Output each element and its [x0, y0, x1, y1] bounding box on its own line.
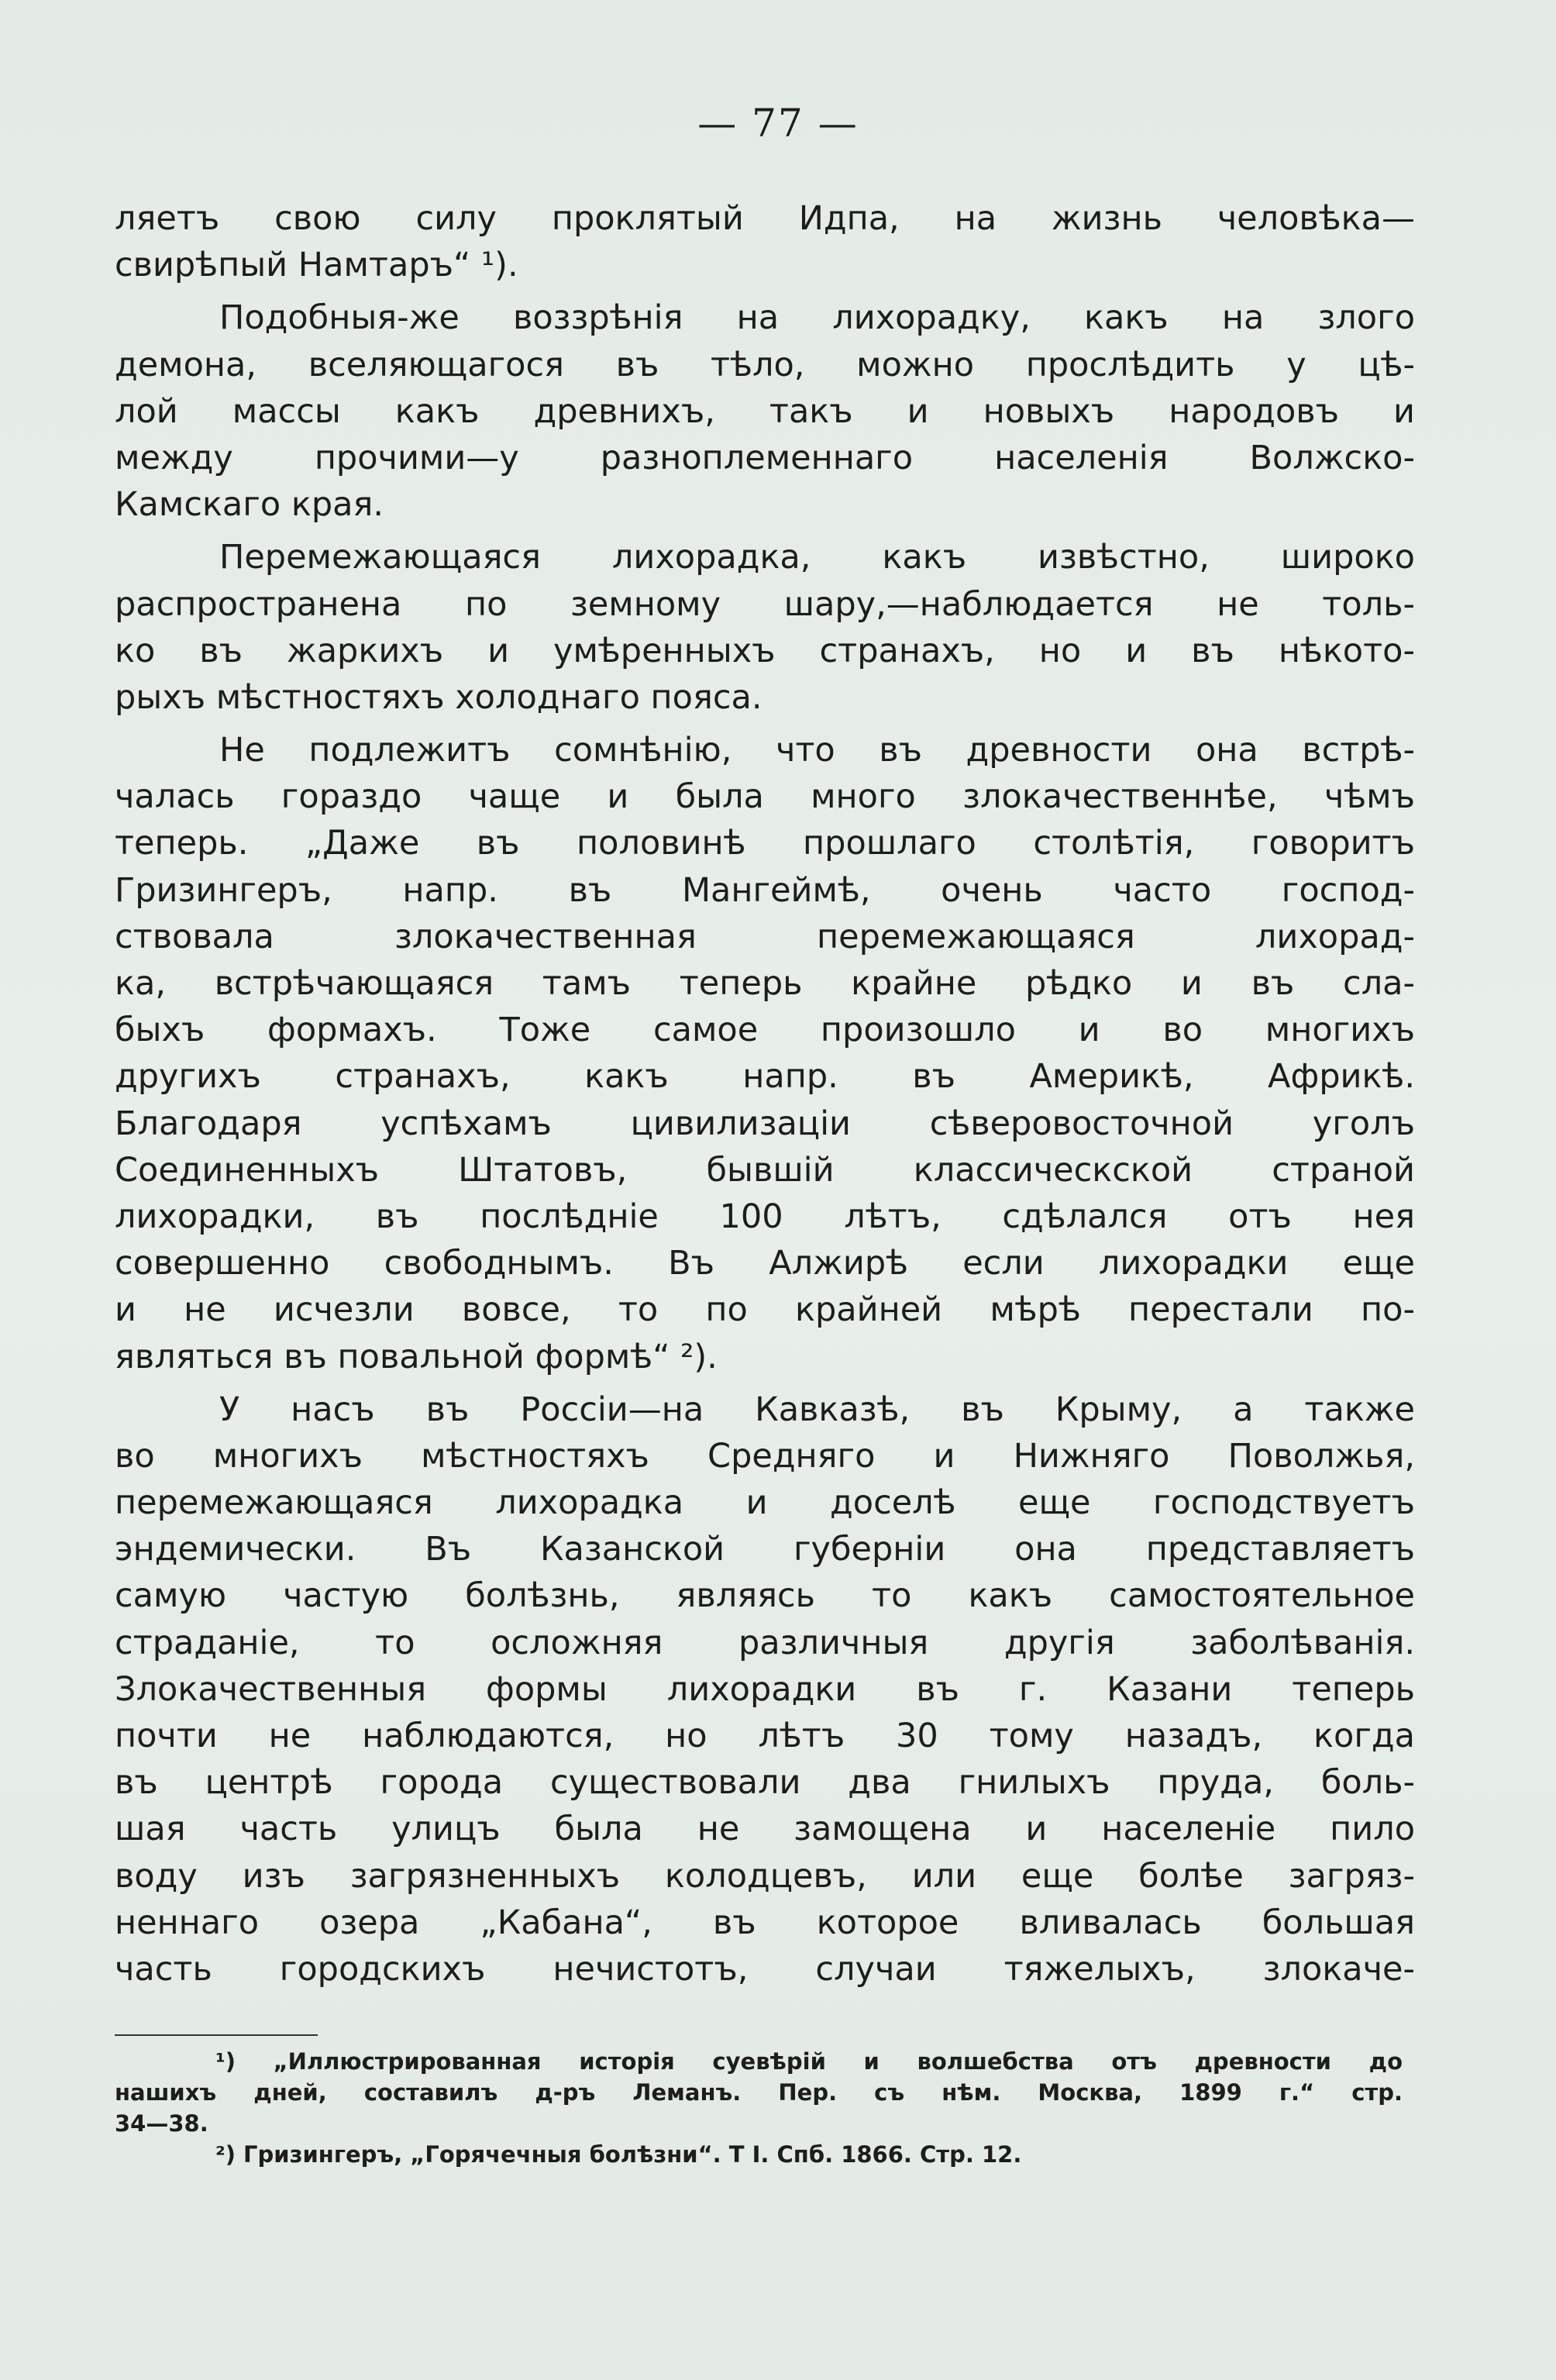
- footnote-line: ¹) „Иллюстрированная исторія суевѣрій и волшебства отъ древности до: [215, 2048, 1403, 2075]
- text-line: демона, вселяющагося въ тѣло, можно прослѣдить у цѣ-: [115, 345, 1415, 384]
- text-line: У насъ въ Россіи—на Кавказѣ, въ Крыму, а также: [219, 1390, 1415, 1429]
- text-line: воду изъ загрязненныхъ колодцевъ, или еще болѣе загряз-: [115, 1856, 1415, 1896]
- footnote-line: ²) Гризингеръ, „Горячечныя болѣзни“. Т I. Спб. 1866. Стр. 12.: [215, 2141, 1022, 2168]
- text-line: другихъ странахъ, какъ напр. въ Америкѣ, Африкѣ.: [115, 1057, 1415, 1097]
- text-line: Не подлежитъ сомнѣнію, что въ древности она встрѣ-: [219, 731, 1415, 770]
- text-line: лихорадки, въ послѣдніе 100 лѣтъ, сдѣлался отъ нея: [115, 1197, 1415, 1236]
- text-line: быхъ формахъ. Тоже самое произошло и во многихъ: [115, 1011, 1415, 1050]
- text-line: перемежающаяся лихорадка и доселѣ еще господствуетъ: [115, 1483, 1415, 1523]
- text-line: ствовала злокачественная перемежающаяся лихорад-: [115, 917, 1415, 956]
- text-line: часть городскихъ нечистотъ, случаи тяжелыхъ, злокаче-: [115, 1949, 1415, 1989]
- text-line: шая часть улицъ была не замощена и населеніе пило: [115, 1810, 1415, 1849]
- text-line: эндемически. Въ Казанской губерніи она представляетъ: [115, 1530, 1415, 1569]
- body-text: [115, 195, 1415, 1993]
- text-line: лой массы какъ древнихъ, такъ и новыхъ народовъ и: [115, 391, 1415, 431]
- text-line: въ центрѣ города существовали два гнилыхъ пруда, боль-: [115, 1763, 1415, 1803]
- text-line: Камскаго края.: [115, 485, 384, 525]
- text-line: свирѣпый Намтаръ“ ¹).: [115, 246, 518, 285]
- text-line: Соединенныхъ Штатовъ, бывшій классическской страной: [115, 1150, 1415, 1190]
- page-number: — 77 —: [697, 101, 859, 146]
- text-line: почти не наблюдаются, но лѣтъ 30 тому назадъ, когда: [115, 1717, 1415, 1755]
- text-line: ляетъ свою силу проклятый Идпа, на жизнь человѣка—: [115, 199, 1415, 238]
- text-line: являться въ повальной формѣ“ ²).: [115, 1337, 718, 1376]
- text-line: ка, встрѣчающаяся тамъ теперь крайне рѣдко и въ сла-: [115, 964, 1415, 1003]
- text-line: Благодаря успѣхамъ цивилизаціи сѣверовосточной уголъ: [115, 1104, 1415, 1143]
- text-line: во многихъ мѣстностяхъ Средняго и Нижняго Поволжья,: [115, 1436, 1415, 1476]
- text-line: Подобныя-же воззрѣнія на лихорадку, какъ на злого: [219, 298, 1415, 338]
- text-line: Гризингеръ, напр. въ Мангеймѣ, очень часто господ-: [115, 870, 1415, 910]
- text-line: Перемежающаяся лихорадка, какъ извѣстно, широко: [219, 538, 1415, 577]
- text-line: чалась гораздо чаще и была много злокачественнѣе, чѣмъ: [115, 777, 1415, 817]
- footnote-line: нашихъ дней, составилъ д-ръ Леманъ. Пер. съ нѣм. Москва, 1899 г.“ стр.: [115, 2079, 1403, 2106]
- text-line: ко въ жаркихъ и умѣренныхъ странахъ, но и въ нѣкото-: [115, 631, 1415, 670]
- text-line: распространена по земному шару,—наблюдается не толь-: [115, 584, 1415, 624]
- text-line: теперь. „Даже въ половинѣ прошлаго столѣтія, говоритъ: [115, 824, 1415, 863]
- text-line: рыхъ мѣстностяхъ холоднаго пояса.: [115, 677, 763, 717]
- footnotes: [115, 2046, 1403, 2170]
- text-line: самую частую болѣзнь, являясь то какъ самостоятельное: [115, 1576, 1415, 1616]
- footnote-divider: [115, 2034, 318, 2036]
- text-line: совершенно свободнымъ. Въ Алжирѣ если лихорадки еще: [115, 1244, 1415, 1283]
- text-line: неннаго озера „Кабана“, въ которое вливалась большая: [115, 1903, 1415, 1942]
- text-line: между прочими—у разноплеменнаго населенія Волжско-: [115, 438, 1415, 477]
- text-line: страданіе, то осложняя различныя другія заболѣванія.: [115, 1623, 1415, 1662]
- text-line: Злокачественныя формы лихорадки въ г. Казани теперь: [115, 1669, 1415, 1709]
- text-line: и не исчезли вовсе, то по крайней мѣрѣ перестали по-: [115, 1290, 1415, 1330]
- footnote-line: 34—38.: [115, 2110, 208, 2137]
